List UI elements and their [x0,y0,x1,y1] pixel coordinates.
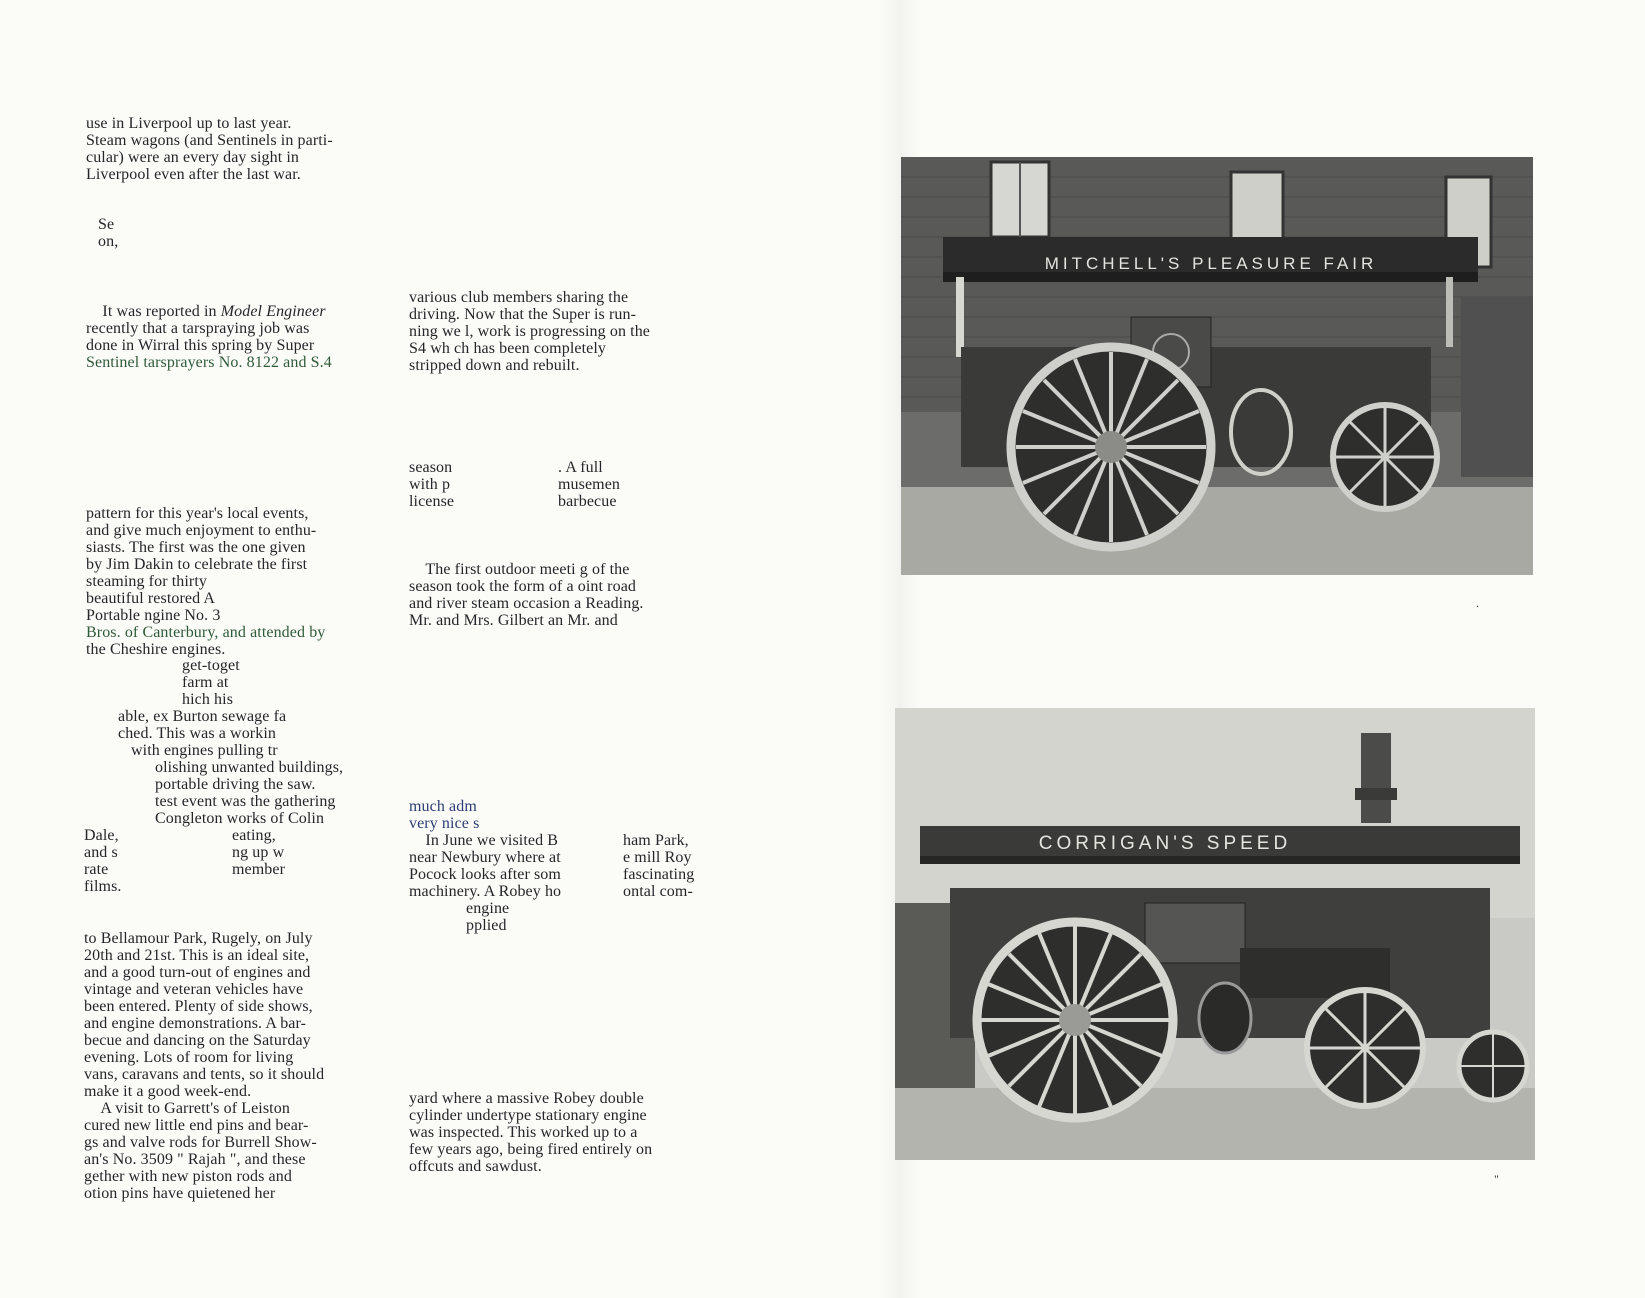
magazine-title: Model Engineer [220,303,326,320]
canopy-text-top: MITCHELL'S PLEASURE FAIR [1044,254,1378,273]
text-span: pattern for this year's local events, and give much enjoyment to enthu- siasts. The first was the one given by Jim Dakin to celebrate the first steaming for thirty beautiful restored A Portable ngine No. 3 [86,505,317,624]
text-span: It was reported in [102,303,221,320]
stray-dot-mark: . [1476,596,1479,610]
text-span: Sentinel tarsprayers No. 8122 and S.4 [86,354,332,371]
col1-paragraph-garretts [84,1100,384,1202]
col2-fragment-much: much adm very nice s [409,798,480,832]
col2-paragraph-club: various club members sharing the driving. Now that the Super is run- ning we l, work is progressing on the S4 wh ch has been completely stripped down and rebuilt. [409,289,651,374]
col1-paragraph-events [86,505,386,658]
col2-paragraph-yard: yard where a massive Robey double cylinder undertype stationary engine was inspected. This worked up to a few years ago, being fired entirely on offcuts and sawdust. [409,1090,653,1175]
text-span: the Cheshire engines. [86,641,226,658]
col2-paragraph-outdoor [409,561,711,629]
text-span: The first outdoor meeti g of the season took the form of a oint road and river steam occasion a Reading. Mr. and Mrs. Gilbert an Mr. and [409,561,644,629]
col1-fragment-eating: eating, ng up w member [232,827,286,878]
photo-corrigans-showmans-engine [895,708,1535,1160]
col2-fragment-full: . A full musemen barbecue [558,459,621,510]
col2-fragment-engine: engine pplied [466,900,510,934]
text-span: Bros. of Canterbury, and attended by [86,624,326,641]
text-span: In June we visited B near Newbury where at Pocock looks after som machinery. A Robey ho [409,832,562,900]
col1-paragraph-bellamour: to Bellamour Park, Rugely, on July 20th and 21st. This is an ideal site, and a good turn-out of engines and vintage and veteran vehicles have been entered. Plenty of side shows, and engine demonstrations. A bar- becue and dancing on the Saturday evening. Lots of room for living vans, caravans and tents, so it should make it a good week-end. [84,930,325,1100]
col1-fragment-get-together: get-toget farm at hich his [182,657,240,708]
col2-fragment-june [409,832,609,900]
canopy-text-bottom: CORRIGAN'S SPEED [1038,833,1292,854]
col1-fragment-engines: with engines pulling tr [131,742,278,759]
col1-fragment-buildings: olishing unwanted buildings, portable driving the saw. test event was the gathering Congleton works of Colin [155,759,344,827]
text-span: A visit to Garrett's of Leiston cured new little end pins and bear- gs and valve rods for Burrell Show- an's No. 3509 " Rajah ", and these gether with new piston rods and otion pins have quietened her [84,1100,317,1202]
photo-mitchells-showmans-engine [901,157,1533,575]
col1-fragment-sewage: able, ex Burton sewage fa ched. This was a workin [118,708,287,742]
col2-fragment-park: ham Park, e mill Roy fascinating ontal com- [623,832,695,900]
col2-fragment-season: season with p license [409,459,455,510]
col1-fragment-se: Se on, [98,216,119,250]
text-span: recently that a tarspraying job was done in Wirral this spring by Super [86,320,315,354]
col1-fragment-dale: Dale, and s rate films. [84,827,122,895]
col1-paragraph-model-engineer [86,303,386,371]
stray-quote-mark: " [1494,1172,1499,1186]
col1-paragraph-1: use in Liverpool up to last year. Steam wagons (and Sentinels in parti- cular) were an every day sight in Liverpool even after the last war. [86,115,333,183]
